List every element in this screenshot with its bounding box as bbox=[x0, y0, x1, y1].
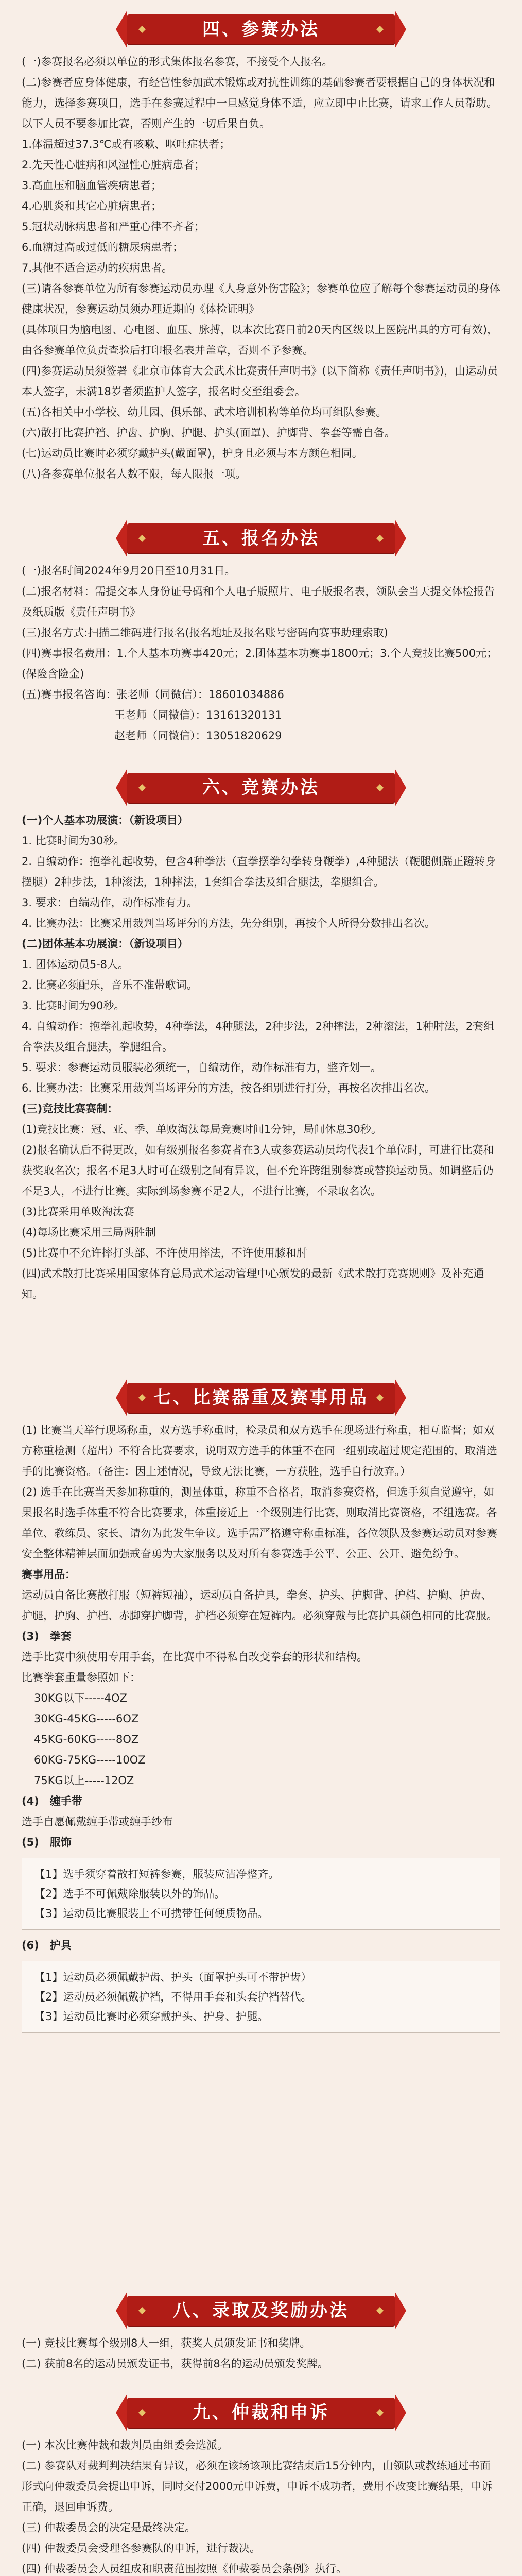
rule-item: (一)报名时间2024年9月20日至10月31日。 bbox=[22, 565, 236, 577]
rule-item: 以下人员不要参加比赛，否则产生的一切后果自负。 bbox=[22, 117, 270, 130]
glove-weight-row: 75KG以上-----12OZ bbox=[34, 1774, 134, 1787]
rule-item: 2. 自编动作：抱拳礼起收势，包含4种拳法（直拳摆拳勾拳转身鞭拳）,4种腿法（鞭腿侧踹正蹬转身摆腿）2种步法，1种滚法，1种摔法，1套组合拳法及组合腿法，拳腿组合。 bbox=[22, 855, 496, 888]
section-body bbox=[0, 52, 522, 484]
section-body bbox=[0, 2333, 522, 2374]
banner-left-wing bbox=[116, 769, 127, 807]
rule-item: (1)竞技比赛：冠、亚、季、单败淘汰每局竞赛时间1分钟，局间休息30秒。 bbox=[22, 1123, 382, 1136]
rule-item: 3. 比赛时间为90秒。 bbox=[22, 999, 125, 1012]
section-body bbox=[0, 2435, 522, 2576]
banner-right-wing bbox=[395, 10, 406, 48]
rule-item: (2)报名确认后不得更改，如有级别报名参赛者在3人或参赛运动员均代表1个单位时，可进行比赛和获奖取名次；报名不足3人时可在级别之间有异议，但不允许跨组别参赛或替换运动员。如调整后仍不足3人，不进行比赛。实际到场参赛不足2人，不进行比赛，不录取名次。 bbox=[22, 1144, 494, 1197]
banner-right-wing bbox=[395, 2394, 406, 2432]
rule-item: (八)各参赛单位报名人数不限，每人限报一项。 bbox=[22, 468, 247, 480]
rule-subheading: (6) 护具 bbox=[22, 1939, 72, 1952]
rule-item: 6.血糖过高或过低的糖尿病患者； bbox=[22, 241, 184, 253]
banner-right-wing bbox=[395, 2292, 406, 2330]
rule-item: (四)赛事报名费用：1.个人基本功赛事420元；2.团体基本功赛事1800元；3.个人竞技比赛500元；(保险含险金) bbox=[22, 647, 498, 680]
banner-left-wing bbox=[116, 1379, 127, 1417]
glove-weight-row: 45KG-60KG-----8OZ bbox=[34, 1733, 139, 1745]
rule-item: 4. 自编动作：抱拳礼起收势，4种拳法，4种腿法，2种步法，2种摔法，2种滚法，1种肘法，2套组合拳法及组合腿法，拳腿组合。 bbox=[22, 1020, 495, 1053]
rule-item: (二)参赛者应身体健康，有经营性参加武术锻炼或对抗性训练的基础参赛者要根据自己的身体状况和能力，选择参赛项目，选手在参赛过程中一旦感觉身体不适，应立即中止比赛，请求工作人员帮助。 bbox=[22, 76, 497, 109]
banner-right-wing bbox=[395, 1379, 406, 1417]
section-title: 九、仲裁和申诉 bbox=[193, 2402, 329, 2423]
section-title: 五、报名办法 bbox=[202, 528, 320, 549]
section-registration bbox=[0, 516, 522, 746]
rule-item: 2. 比赛必须配乐，音乐不准带歌词。 bbox=[22, 979, 198, 991]
section-banner bbox=[127, 766, 395, 810]
banner-left-wing bbox=[116, 2292, 127, 2330]
rule-item: 选手自愿佩戴缠手带或缠手纱布 bbox=[22, 1816, 173, 1828]
rule-item: (1) 比赛当天举行现场称重，双方选手称重时，检录员和双方选手在现场进行称重，相互监督；如双方称重检测（超出）不符合比赛要求，说明双方选手的体重不在同一组别或超过规定范围的，取消选手的比赛资格。（备注：因上述情况，导致无法比赛，一方获胜，选手自行放弃。） bbox=[22, 1424, 497, 1478]
rule-item: 1. 比赛时间为30秒。 bbox=[22, 835, 125, 847]
rule-item: (二) 获前8名的运动员颁发证书，获得前8名的运动员颁发奖牌。 bbox=[22, 2358, 328, 2370]
section-banner bbox=[127, 516, 395, 561]
rule-item: 4. 比赛办法：比赛采用裁判当场评分的方法，先分组别，再按个人所得分数排出名次。 bbox=[22, 917, 436, 929]
rule-item: 2.先天性心脏病和风湿性心脏病患者； bbox=[22, 159, 205, 171]
protective-gear-box bbox=[22, 1961, 500, 2033]
rule-item: 1. 团体运动员5-8人。 bbox=[22, 958, 129, 971]
rule-item: (二)报名材料：需提交本人身份证号码和个人电子版照片、电子版报名表，领队会当天提交体检报告及纸质版《责任声明书》 bbox=[22, 585, 495, 618]
rule-item: (二) 参赛队对裁判判决结果有异议，必须在该场该项比赛结束后15分钟内，由领队或教练通过书面形式向仲裁委员会提出申诉，同时交付2000元申诉费，申诉不成功者，费用不改变比赛结果，申诉正确，退回申诉费。 bbox=[22, 2460, 493, 2513]
rule-item: (三) 仲裁委员会的决定是最终决定。 bbox=[22, 2521, 196, 2534]
rule-item: 运动员自备比赛散打服（短裤短袖），运动员自备护具，拳套、护头、护脚背、护档、护胸、护齿、护腿，护胸、护档、赤脚穿护脚背，护档必须穿在短裤内。必须穿戴与比赛护具颜色相同的比赛服。 bbox=[22, 1589, 497, 1622]
banner-right-wing bbox=[395, 769, 406, 807]
rule-item: 1.体温超过37.3℃或有咳嗽、呕吐症状者； bbox=[22, 138, 231, 150]
banner-left-wing bbox=[116, 10, 127, 48]
section-weigh-in-equipment bbox=[0, 1376, 522, 2038]
glove-weight-row: 30KG-45KG-----6OZ bbox=[34, 1713, 139, 1725]
contact-line: 王老师（同微信）：13161320131 bbox=[114, 709, 282, 721]
attire-box bbox=[22, 1858, 500, 1930]
rule-item: (七)运动员比赛时必须穿戴护头(戴面罩)，护身且必须与本方颜色相同。 bbox=[22, 447, 363, 460]
contact-line: (五)赛事报名咨询：张老师（同微信）：18601034886 bbox=[22, 688, 284, 701]
section-title: 七、比赛器重及赛事用品 bbox=[153, 1387, 369, 1408]
rule-item: 5.冠状动脉病患者和严重心律不齐者； bbox=[22, 221, 205, 233]
rule-item: 7.其他不适合运动的疾病患者。 bbox=[22, 262, 173, 274]
glove-weight-row: 60KG-75KG-----10OZ bbox=[34, 1754, 146, 1766]
banner-left-wing bbox=[116, 2394, 127, 2432]
rule-item: (四)参赛运动员须签署《北京市体育大会武术比赛责任声明书》(以下简称《责任声明书》)，由运动员本人签字，未满18岁者须监护人签字，报名时交至组委会。 bbox=[22, 365, 498, 398]
rule-item: (四) 仲裁委员会人员组成和职责范围按照《仲裁委员会条例》执行。 bbox=[22, 2563, 347, 2575]
rule-item: (4)每场比赛采用三局两胜制 bbox=[22, 1226, 156, 1239]
rule-item: (2) 选手在比赛当天参加称重的，测量体重，称重不合格者，取消参赛资格，但选手须自觉遵守，如果报名时选手体重不符合比赛要求，体重接近上一个级别进行比赛，则取消比赛资格，不组选赛。各单位、教练员、家长、请勿为此发生争议。选手需严格遵守称重标准，各位领队及参赛运动员对参赛安全整体精神层面加强戒奋勇为大家服务以及对所有参赛选手公平、公正、公开、避免纷争。 bbox=[22, 1486, 497, 1560]
rule-item: (一) 竞技比赛每个级别8人一组，获奖人员颁发证书和奖牌。 bbox=[22, 2337, 311, 2349]
rule-item: (四) 仲裁委员会受理各参赛队的申诉，进行裁决。 bbox=[22, 2542, 261, 2554]
rule-item: (3)比赛采用单败淘汰赛 bbox=[22, 1206, 134, 1218]
rule-item: 4.心肌炎和其它心脏病患者； bbox=[22, 200, 162, 212]
rule-subheading: 赛事用品： bbox=[22, 1568, 76, 1581]
rule-item: 选手比赛中须使用专用手套，在比赛中不得私自改变拳套的形状和结构。 bbox=[22, 1651, 368, 1663]
section-banner bbox=[127, 2391, 395, 2435]
section-banner bbox=[127, 2289, 395, 2333]
rule-item: (四)武术散打比赛采用国家体育总局武术运动管理中心颁发的最新《武术散打竞赛规则》及补充通知。 bbox=[22, 1267, 484, 1300]
rule-item: (五)各相关中小学校、幼儿园、俱乐部、武术培训机构等单位均可组队参赛。 bbox=[22, 406, 387, 418]
rule-item: 3. 要求：自编动作，动作标准有力。 bbox=[22, 896, 198, 909]
contact-line: 赵老师（同微信）：13051820629 bbox=[114, 730, 282, 742]
section-body bbox=[0, 561, 522, 746]
rule-item: 【1】运动员必须佩戴护齿、护头（面罩护头可不带护齿） bbox=[34, 1971, 312, 1984]
rule-subheading: (一)个人基本功展演：（新设项目） bbox=[22, 814, 188, 826]
section-banner bbox=[127, 1376, 395, 1420]
rule-item: (具体项目为脑电图、心电图、血压、脉搏，以本次比赛日前20天内区级以上医院出具的方可有效)，由各参赛单位负责查验后打印报名表并盖章，否则不予参赛。 bbox=[22, 324, 498, 357]
rule-item: (一) 本次比赛仲裁和裁判员由组委会选派。 bbox=[22, 2439, 229, 2451]
section-body bbox=[0, 810, 522, 1304]
glove-weight-list bbox=[22, 1688, 500, 1791]
rule-subheading: (二)团体基本功展演：（新设项目） bbox=[22, 938, 188, 950]
section-banner bbox=[127, 7, 395, 52]
rule-item: (一)参赛报名必须以单位的形式集体报名参赛，不接受个人报名。 bbox=[22, 56, 333, 68]
rule-item: 【1】选手须穿着散打短裤参赛，服装应洁净整齐。 bbox=[34, 1868, 280, 1880]
section-competition-method bbox=[0, 766, 522, 1304]
rule-item: (六)散打比赛护裆、护齿、护胸、护腿、护头(面罩)、护脚背、拳套等需自备。 bbox=[22, 427, 395, 439]
section-awards bbox=[0, 2289, 522, 2374]
glove-weight-row: 30KG以下-----4OZ bbox=[34, 1692, 127, 1704]
rule-subheading: (4) 缠手带 bbox=[22, 1795, 82, 1807]
section-title: 八、录取及奖励办法 bbox=[173, 2300, 349, 2321]
rule-item: (三)请各参赛单位为所有参赛运动员办理《人身意外伤害险》；参赛单位应了解每个参赛运动员的身体健康状况，参赛运动员须办理近期的《体检证明》 bbox=[22, 282, 500, 315]
rule-item: 比赛拳套重量参照如下： bbox=[22, 1671, 141, 1684]
rule-item: 【3】运动员比赛服装上不可携带任何硬质物品。 bbox=[34, 1907, 269, 1920]
section-title: 六、竞赛办法 bbox=[202, 777, 320, 798]
section-entry-rules bbox=[0, 7, 522, 484]
rule-item: 3.高血压和脑血管疾病患者； bbox=[22, 179, 162, 192]
banner-right-wing bbox=[395, 519, 406, 557]
section-arbitration bbox=[0, 2391, 522, 2576]
rule-item: 【2】选手不可佩戴除服装以外的饰品。 bbox=[34, 1888, 225, 1900]
rule-subheading: (3) 拳套 bbox=[22, 1630, 72, 1642]
rule-subheading: (5) 服饰 bbox=[22, 1836, 72, 1849]
rule-item: 5. 要求：参赛运动员服装必须统一，自编动作，动作标准有力，整齐划一。 bbox=[22, 1061, 381, 1074]
rule-item: 【3】运动员比赛时必须穿戴护头、护身、护腿。 bbox=[34, 2010, 269, 2023]
rule-item: 6. 比赛办法：比赛采用裁判当场评分的方法，按各组别进行打分，再按名次排出名次。 bbox=[22, 1082, 436, 1094]
rule-subheading: (三)竞技比赛赛制： bbox=[22, 1103, 118, 1115]
banner-left-wing bbox=[116, 519, 127, 557]
rule-item: 【2】运动员必须佩戴护裆，不得用手套和头套护裆替代。 bbox=[34, 1991, 312, 2003]
section-body bbox=[0, 1420, 522, 2033]
section-title: 四、参赛办法 bbox=[202, 19, 320, 40]
rule-item: (三)报名方式:扫描二维码进行报名(报名地址及报名账号密码向赛事助理索取) bbox=[22, 626, 388, 639]
rule-item: (5)比赛中不允许摔打头部、不许使用摔法，不许使用膝和肘 bbox=[22, 1247, 307, 1259]
